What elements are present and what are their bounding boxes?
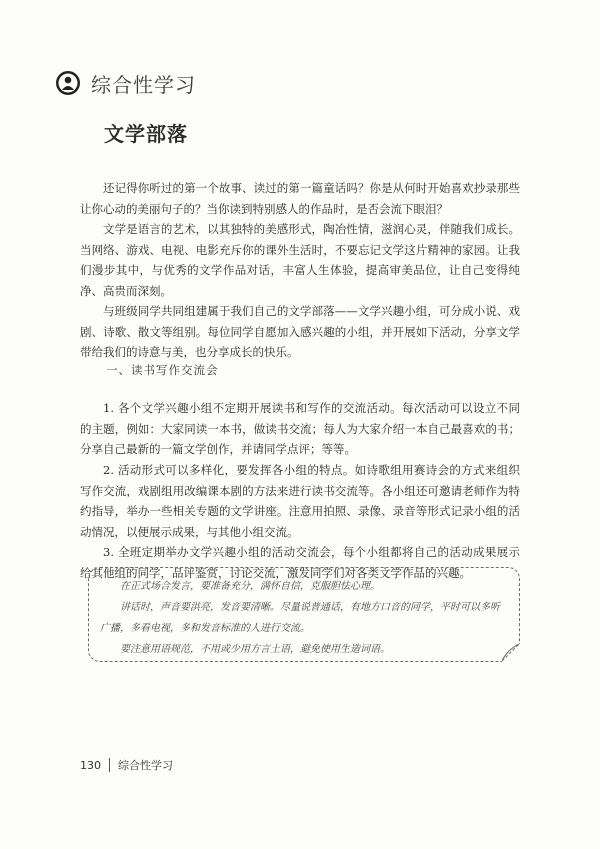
page-fold-corner <box>502 644 520 662</box>
footer-divider <box>109 758 110 772</box>
intro-paragraph-1: 还记得你听过的第一个故事、读过的第一篇童话吗？你是从何时开始喜欢抄录那些让你心动的美丽句子的？当你读到特别感人的作品时，是否会流下眼泪？ <box>80 181 520 216</box>
tip-line-2: 讲话时，声音要洪亮，发音要清晰。尽量说普通话，有地方口音的同学，平时可以多听广播，多看电视，多和发音标准的人进行交流。 <box>100 602 500 634</box>
footer-section-label: 综合性学习 <box>118 759 173 772</box>
section-title: 综合性学习 <box>91 72 196 97</box>
activity-item-2: 2. 活动形式可以多样化，要发挥各小组的特点。如诗歌组用赛诗会的方式来组织写作交流，戏剧组用改编课本剧的方法来进行读书交流等。各小组还可邀请老师作为特约指导，举办一些相关专题的文学讲座。注意用拍照、录像、录音等形式记录小组的活动情况，以便展示成果，与其他小组交流。 <box>80 463 520 539</box>
page-title: 文学部落 <box>104 122 188 146</box>
intro-paragraph-3: 与班级同学共同组建属于我们自己的文学部落——文学兴趣小组，可分成小说、戏剧、诗歌、散文等组别。每位同学自愿加入感兴趣的小组，并开展如下活动，分享文学带给我们的诗意与美，也分享成长的快乐。 <box>80 304 520 359</box>
activity-item-1: 1. 各个文学兴趣小组不定期开展读书和写作的交流活动。每次活动可以设立不同的主题，例如：大家同读一本书，做读书交流；每人为大家介绍一本自己最喜欢的书；分享自己最新的一篇文学创作，并请同学点评；等等。 <box>80 401 520 456</box>
person-circle-icon <box>55 70 81 96</box>
page-footer <box>80 757 173 773</box>
section-header <box>55 66 196 100</box>
section-heading: 一、读书写作交流会 <box>106 363 219 377</box>
tip-line-3: 要注意用语规范，不用或少用方言土语，避免使用生造词语。 <box>120 644 390 655</box>
activity-item-3: 3. 全班定期举办文学兴趣小组的活动交流会，每个小组都将自己的活动成果展示给其他组的同学，品评鉴赏，讨论交流，激发同学们对各类文学作品的兴趣。 <box>80 545 520 580</box>
tip-line-1: 在正式场合发言，要准备充分，满怀自信，克服胆怯心理。 <box>120 581 380 592</box>
intro-paragraph-2: 文学是语言的艺术，以其独特的美感形式，陶冶性情，滋润心灵，伴随我们成长。当网络、游戏、电视、电影充斥你的课外生活时，不要忘记文学这片精神的家园。让我们漫步其中，与优秀的文学作品对话，丰富人生体验，提高审美品位，让自己变得纯净、高贵而深刻。 <box>80 222 520 298</box>
page-number: 130 <box>80 758 101 772</box>
